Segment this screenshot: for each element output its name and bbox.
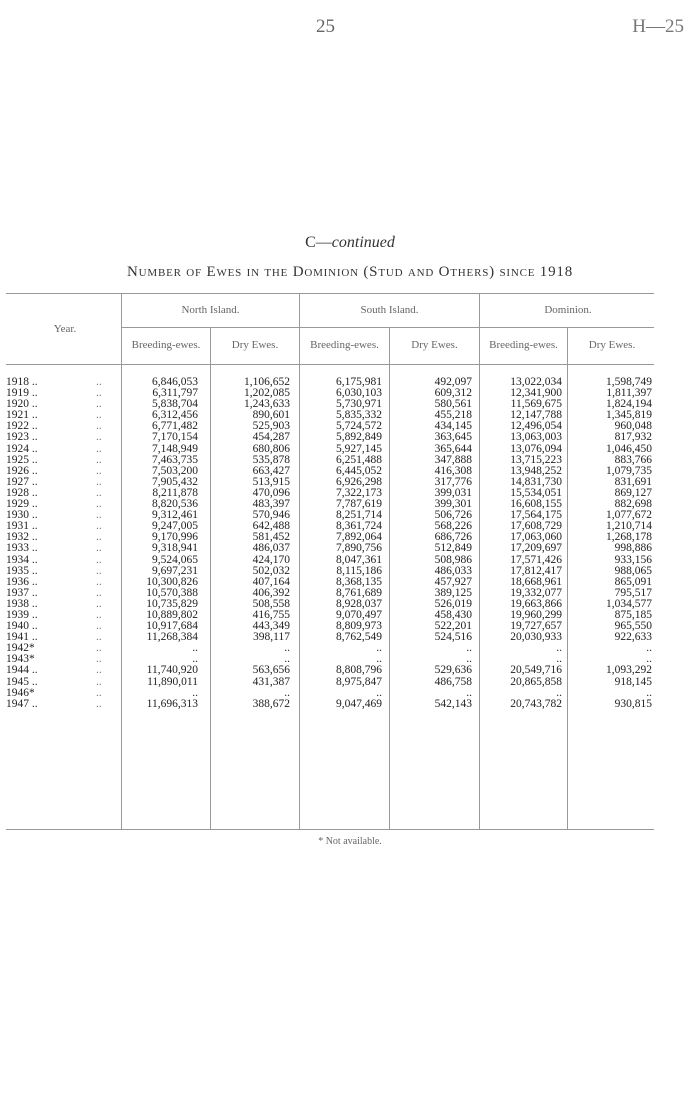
north-dry-cell: 483,397 [252,498,290,511]
south-dry-cell: 455,218 [434,409,472,422]
leader-dots: .. [96,509,102,522]
north-dry-cell: 581,452 [252,531,290,544]
south-dry-cell: .. [466,642,472,655]
south-breeding-cell: 9,070,497 [336,608,382,621]
year-cell: 1939 .. [6,608,38,621]
year-cell: 1940 .. [6,620,38,633]
north-breeding-cell: 8,211,878 [152,486,198,499]
north-dry-cell: 1,243,633 [244,398,290,411]
year-cell: 1922 .. [6,420,38,433]
north-breeding-cell: 7,463,735 [152,453,198,466]
north-dry-cell: .. [284,642,290,655]
north-breeding-cell: 8,820,536 [152,498,198,511]
leader-dots: .. [96,520,102,533]
north-breeding-cell: 9,318,941 [152,542,198,555]
dominion-breeding-cell: 15,534,051 [510,486,562,499]
north-dry-cell: 525,903 [252,420,290,433]
year-cell: 1947 .. [6,697,38,710]
leader-dots: .. [96,453,102,466]
dominion-breeding-cell: 19,332,077 [510,586,562,599]
south-dry-cell: 609,312 [434,387,472,400]
north-dry-cell: .. [284,686,290,699]
south-dry-cell: 568,226 [434,520,472,533]
south-breeding-cell: 8,361,724 [336,520,382,533]
north-breeding-cell: 10,735,829 [146,597,198,610]
dominion-breeding-cell: 20,743,782 [510,697,562,710]
dominion-breeding-cell: 12,147,788 [510,409,562,422]
south-breeding-cell: 8,808,796 [336,664,382,677]
dominion-breeding-cell: .. [556,642,562,655]
dominion-breeding-cell: 17,564,175 [510,509,562,522]
year-cell: 1941 .. [6,631,38,644]
dominion-dry-cell: 965,550 [614,620,652,633]
dominion-breeding-cell: 11,569,675 [510,398,562,411]
north-breeding-cell: .. [192,642,198,655]
year-cell: 1928 .. [6,486,38,499]
dominion-breeding-cell: 17,063,060 [510,531,562,544]
north-breeding-cell: 9,312,461 [152,509,198,522]
south-dry-cell: 458,430 [434,608,472,621]
year-cell: 1920 .. [6,398,38,411]
year-cell: 1943* [6,653,35,666]
north-dry-cell: 1,106,652 [244,376,290,388]
dominion-dry-cell: 988,065 [614,564,652,577]
dominion-dry-cell: 1,093,292 [606,664,652,677]
year-cell: 1944 .. [6,664,38,677]
document-code: H—25 [632,16,684,37]
year-cell: 1931 .. [6,520,38,533]
dominion-breeding-cell: 12,496,054 [510,420,562,433]
leader-dots: .. [96,531,102,544]
section-title [0,234,700,252]
header-south-dry: Dry Ewes. [411,339,458,351]
south-dry-cell: 416,308 [434,464,472,477]
dominion-breeding-cell: 19,960,299 [510,608,562,621]
south-dry-cell: 347,888 [434,453,472,466]
south-breeding-cell: 8,115,186 [336,564,382,577]
south-breeding-cell: 7,890,756 [336,542,382,555]
north-dry-cell: 443,349 [252,620,290,633]
south-breeding-cell: 7,322,173 [336,486,382,499]
dominion-breeding-cell: 13,063,003 [510,431,562,444]
dominion-dry-cell: 1,268,178 [606,531,652,544]
year-cell: 1945 .. [6,675,38,688]
north-breeding-cell: .. [192,653,198,666]
year-cell: 1921 .. [6,409,38,422]
south-dry-cell: 365,644 [434,442,472,455]
north-breeding-cell: 9,524,065 [152,553,198,566]
south-breeding-cell: 7,892,064 [336,531,382,544]
dominion-dry-cell: 1,046,450 [606,442,652,455]
north-breeding-cell: 6,771,482 [152,420,198,433]
leader-dots: .. [96,420,102,433]
south-breeding-cell: 6,445,052 [336,464,382,477]
year-cell: 1919 .. [6,387,38,400]
north-dry-cell: 407,164 [252,575,290,588]
dominion-breeding-cell: 20,865,858 [510,675,562,688]
footnote: * Not available. [318,836,382,847]
south-breeding-cell: 8,975,847 [336,675,382,688]
year-cell: 1946* [6,686,35,699]
dominion-breeding-cell: 19,727,657 [510,620,562,633]
table-row [0,643,700,654]
leader-dots: .. [96,409,102,422]
north-dry-cell: 398,117 [253,631,290,644]
dominion-dry-cell: 882,698 [614,498,652,511]
dominion-dry-cell: 1,824,194 [606,398,652,411]
leader-dots: .. [96,686,102,699]
table-row [0,699,700,710]
year-cell: 1937 .. [6,586,38,599]
south-dry-cell: 524,516 [434,631,472,644]
south-dry-cell: 529,636 [434,664,472,677]
dominion-breeding-cell: 13,715,223 [510,453,562,466]
header-top-rule [6,293,654,294]
dominion-dry-cell: 1,079,735 [606,464,652,477]
header-year: Year. [53,323,77,335]
table-title: Number of Ewes in the Dominion (Stud and Others) since 1918 [126,264,574,280]
dominion-breeding-cell: 18,668,961 [510,575,562,588]
dominion-breeding-cell: 17,812,417 [510,564,562,577]
leader-dots: .. [96,642,102,655]
south-dry-cell: 486,758 [434,675,472,688]
dominion-dry-cell: 918,145 [614,675,652,688]
south-breeding-cell: 5,892,849 [336,431,382,444]
north-breeding-cell: 10,889,802 [146,608,198,621]
header-north-island: North Island. [181,304,240,316]
year-cell: 1936 .. [6,575,38,588]
south-breeding-cell: 6,030,103 [336,387,382,400]
north-breeding-cell: 7,503,200 [152,464,198,477]
leader-dots: .. [96,631,102,644]
north-breeding-cell: 10,300,826 [146,575,198,588]
leader-dots: .. [96,442,102,455]
north-breeding-cell: 9,697,231 [152,564,198,577]
north-dry-cell: 406,392 [252,586,290,599]
south-breeding-cell: 9,047,469 [336,697,382,710]
dominion-dry-cell: 875,185 [614,608,652,621]
leader-dots: .. [96,553,102,566]
dominion-breeding-cell: 13,022,034 [510,376,562,388]
dominion-dry-cell: 1,077,672 [606,509,652,522]
north-dry-cell: 513,915 [252,475,290,488]
dominion-dry-cell: 1,811,397 [606,387,652,400]
header-south-breeding: Breeding-ewes. [310,339,379,351]
south-dry-cell: 526,019 [434,597,472,610]
dominion-breeding-cell: 19,663,866 [510,597,562,610]
north-dry-cell: 502,032 [252,564,290,577]
north-dry-cell: 890,601 [252,409,290,422]
year-cell: 1918 .. [6,376,38,388]
south-dry-cell: 399,301 [434,498,472,511]
north-breeding-cell: 9,247,005 [152,520,198,533]
leader-dots: .. [96,376,102,388]
south-dry-cell: 486,033 [434,564,472,577]
north-breeding-cell: 6,312,456 [152,409,198,422]
north-breeding-cell: 11,740,920 [146,664,198,677]
dominion-dry-cell: 1,598,749 [606,376,652,388]
header-dominion-dry: Dry Ewes. [588,339,636,351]
year-cell: 1927 .. [6,475,38,488]
north-breeding-cell: 11,890,011 [147,675,198,688]
south-breeding-cell: 8,928,037 [336,597,382,610]
dominion-breeding-cell: 17,209,697 [510,542,562,555]
year-cell: 1926 .. [6,464,38,477]
south-breeding-cell: 8,368,135 [336,575,382,588]
dominion-dry-cell: 930,815 [614,697,652,710]
north-dry-cell: 486,037 [252,542,290,555]
leader-dots: .. [96,575,102,588]
south-breeding-cell: 7,787,619 [336,498,382,511]
leader-dots: .. [96,542,102,555]
north-breeding-cell: 11,696,313 [146,697,198,710]
year-cell: 1938 .. [6,597,38,610]
south-breeding-cell: 5,835,332 [336,409,382,422]
table-row [0,665,700,676]
table-row [0,677,700,688]
south-dry-cell: 363,645 [434,431,472,444]
dominion-breeding-cell: 13,076,094 [510,442,562,455]
south-dry-cell: 542,143 [434,697,472,710]
leader-dots: .. [96,464,102,477]
north-dry-cell: 431,387 [252,675,290,688]
dominion-dry-cell: 960,048 [614,420,652,433]
year-cell: 1930 .. [6,509,38,522]
south-dry-cell: 492,097 [434,376,472,388]
north-breeding-cell: 10,917,684 [146,620,198,633]
header-bottom-rule [6,364,654,365]
north-breeding-cell: 5,838,704 [152,398,198,411]
year-cell: 1933 .. [6,542,38,555]
north-dry-cell: 508,558 [252,597,290,610]
dominion-dry-cell: 922,633 [614,631,652,644]
north-breeding-cell: 10,570,388 [146,586,198,599]
leader-dots: .. [96,608,102,621]
north-dry-cell: 570,946 [252,509,290,522]
south-breeding-cell: 6,926,298 [336,475,382,488]
leader-dots: .. [96,597,102,610]
south-dry-cell: 399,031 [434,486,472,499]
north-breeding-cell: .. [192,686,198,699]
header-dominion: Dominion. [544,304,592,316]
north-breeding-cell: 11,268,384 [146,631,198,644]
north-dry-cell: 680,806 [252,442,290,455]
south-breeding-cell: .. [376,686,382,699]
leader-dots: .. [96,675,102,688]
south-breeding-cell: .. [376,642,382,655]
leader-dots: .. [96,697,102,710]
section-letter: C— [305,234,332,251]
leader-dots: .. [96,564,102,577]
north-dry-cell: 563,656 [252,664,290,677]
south-breeding-cell: 8,761,689 [336,586,382,599]
dominion-dry-cell: 865,091 [614,575,652,588]
north-dry-cell: 416,755 [252,608,290,621]
north-dry-cell: 454,287 [252,431,290,444]
header-north-breeding: Breeding-ewes. [131,339,201,351]
leader-dots: .. [96,398,102,411]
year-cell: 1923 .. [6,431,38,444]
dominion-breeding-cell: 13,948,252 [510,464,562,477]
dominion-breeding-cell: 16,608,155 [510,498,562,511]
south-dry-cell: 580,561 [434,398,472,411]
year-cell: 1924 .. [6,442,38,455]
dominion-dry-cell: 831,691 [614,475,652,488]
north-breeding-cell: 7,905,432 [152,475,198,488]
south-breeding-cell: 6,175,981 [336,376,382,388]
north-dry-cell: 1,202,085 [244,387,290,400]
table-row [0,432,700,443]
dominion-breeding-cell: 14,831,730 [510,475,562,488]
header-north-dry: Dry Ewes. [231,339,279,351]
year-cell: 1932 .. [6,531,38,544]
leader-dots: .. [96,387,102,400]
leader-dots: .. [96,620,102,633]
south-breeding-cell: 8,809,973 [336,620,382,633]
dominion-breeding-cell: 12,341,900 [510,387,562,400]
north-breeding-cell: 7,148,949 [152,442,198,455]
north-dry-cell: 535,878 [252,453,290,466]
south-breeding-cell: 8,251,714 [336,509,382,522]
south-breeding-cell: 8,762,549 [336,631,382,644]
south-breeding-cell: 5,724,572 [336,420,382,433]
south-breeding-cell: .. [376,653,382,666]
north-dry-cell: 663,427 [252,464,290,477]
dominion-dry-cell: 883,766 [614,453,652,466]
dominion-dry-cell: 869,127 [614,486,652,499]
dominion-dry-cell: 933,156 [614,553,652,566]
north-dry-cell: 424,170 [252,553,290,566]
dominion-breeding-cell: 17,571,426 [510,553,562,566]
north-breeding-cell: 9,170,996 [152,531,198,544]
leader-dots: .. [96,653,102,666]
table-row [0,555,700,566]
north-dry-cell: 388,672 [252,697,290,710]
dominion-dry-cell: 1,345,819 [606,409,652,422]
section-continued: continued [331,234,395,251]
leader-dots: .. [96,498,102,511]
dominion-dry-cell: 1,034,577 [606,597,652,610]
south-dry-cell: 506,726 [434,509,472,522]
table-body [0,377,700,710]
dominion-breeding-cell: 20,030,933 [510,631,562,644]
south-dry-cell: 522,201 [434,620,472,633]
south-dry-cell: 686,726 [434,531,472,544]
page-number: 25 [316,16,335,37]
dominion-dry-cell: 1,210,714 [606,520,652,533]
table-row [0,543,700,554]
header-group-rule [122,327,654,328]
header-dominion-breeding: Breeding-ewes. [489,339,558,351]
leader-dots: .. [96,431,102,444]
table-row [0,444,700,455]
leader-dots: .. [96,586,102,599]
north-dry-cell: .. [284,653,290,666]
dominion-breeding-cell: .. [556,653,562,666]
dominion-breeding-cell: 20,549,716 [510,664,562,677]
dominion-breeding-cell: 17,608,729 [510,520,562,533]
south-dry-cell: 389,125 [434,586,472,599]
north-dry-cell: 642,488 [252,520,290,533]
leader-dots: .. [96,486,102,499]
leader-dots: .. [96,664,102,677]
south-breeding-cell: 6,251,488 [336,453,382,466]
south-breeding-cell: 8,047,361 [336,553,382,566]
south-dry-cell: 434,145 [434,420,472,433]
dominion-dry-cell: .. [646,653,652,666]
south-dry-cell: 508,986 [434,553,472,566]
south-dry-cell: 457,927 [434,575,472,588]
table-row [0,632,700,643]
year-cell: 1942* [6,642,35,655]
south-dry-cell: 317,776 [434,475,472,488]
year-cell: 1925 .. [6,453,38,466]
south-dry-cell: 512,849 [434,542,472,555]
north-breeding-cell: 7,170,154 [152,431,198,444]
north-breeding-cell: 6,311,797 [152,387,198,400]
south-breeding-cell: 5,730,971 [336,398,382,411]
dominion-dry-cell: 998,886 [614,542,652,555]
north-dry-cell: 470,096 [252,486,290,499]
south-dry-cell: .. [466,653,472,666]
leader-dots: .. [96,475,102,488]
dominion-breeding-cell: .. [556,686,562,699]
south-dry-cell: .. [466,686,472,699]
dominion-dry-cell: .. [646,686,652,699]
year-cell: 1929 .. [6,498,38,511]
header-south-island: South Island. [360,304,419,316]
year-cell: 1934 .. [6,553,38,566]
dominion-dry-cell: 817,932 [614,431,652,444]
dominion-dry-cell: .. [646,642,652,655]
north-breeding-cell: 6,846,053 [152,376,198,388]
south-breeding-cell: 5,927,145 [336,442,382,455]
table-bottom-rule [6,829,654,830]
year-cell: 1935 .. [6,564,38,577]
dominion-dry-cell: 795,517 [614,586,652,599]
